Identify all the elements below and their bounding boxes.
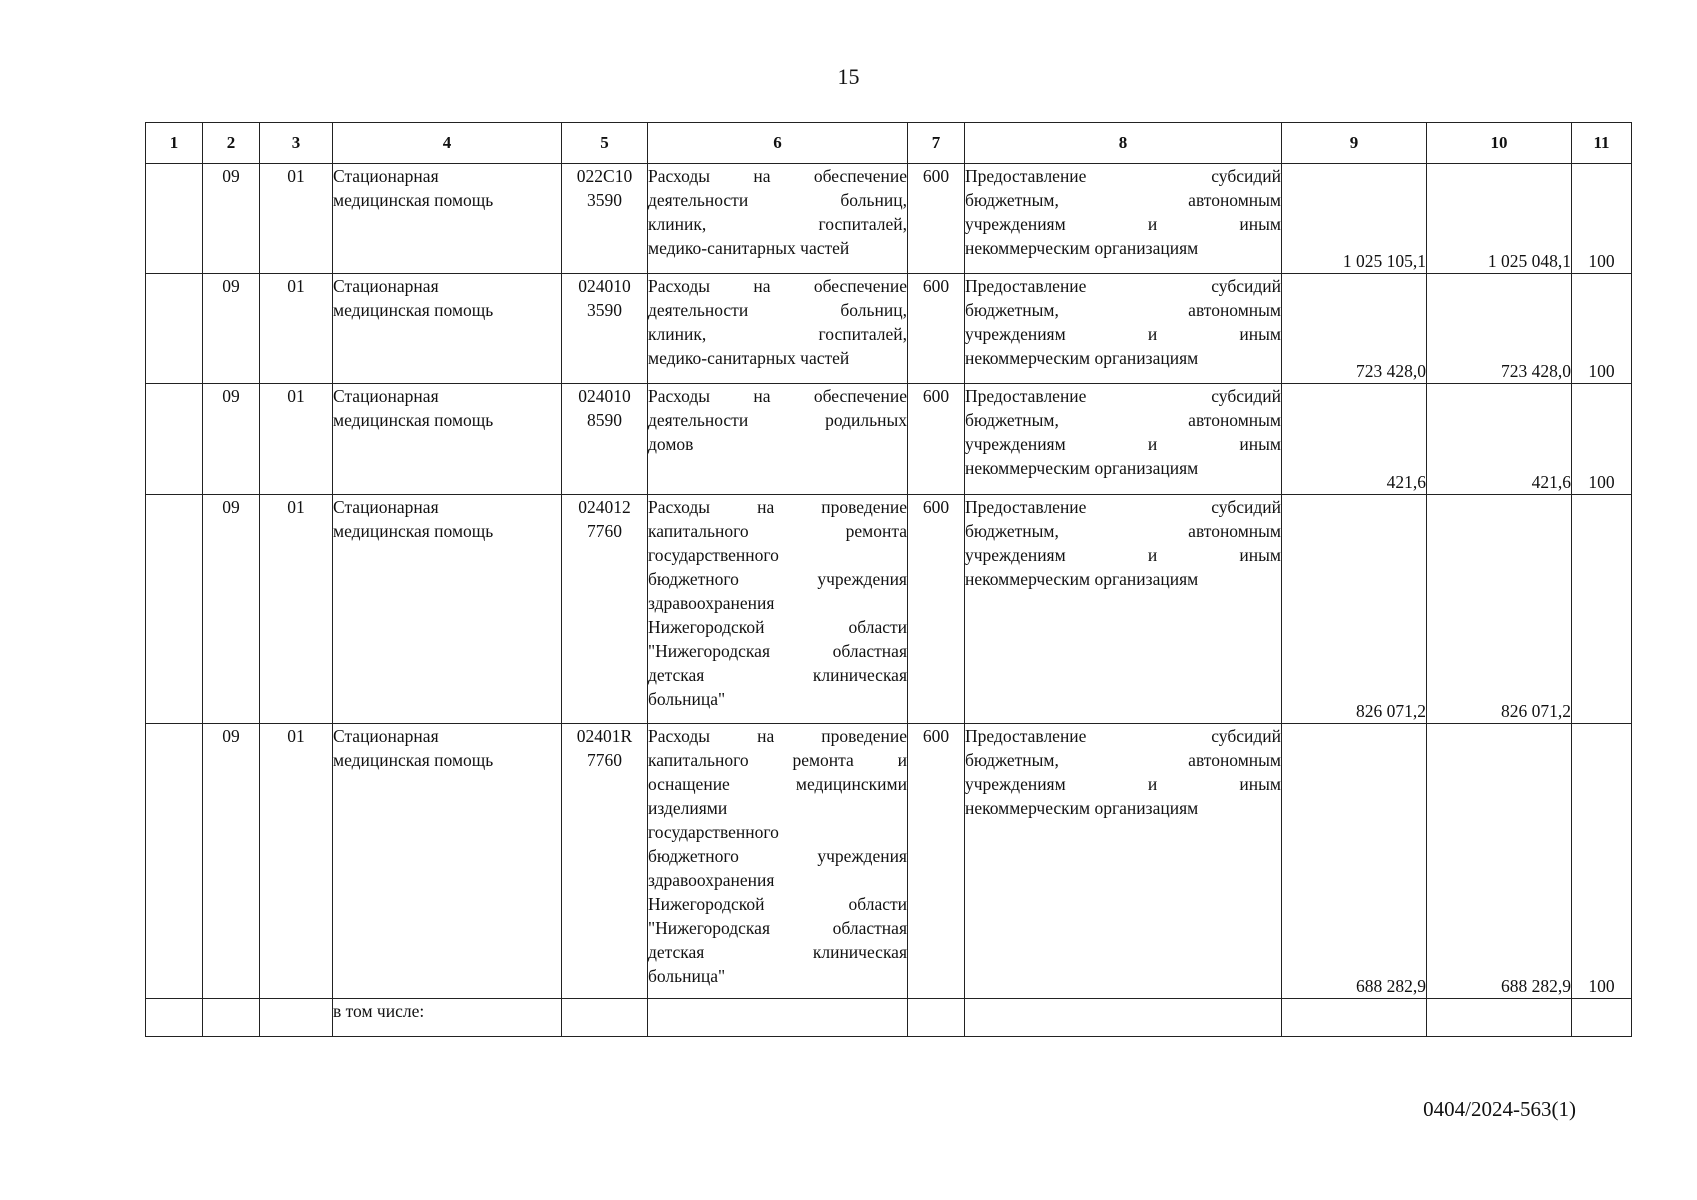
target-article-name [648, 274, 908, 384]
text-line: клиник, госпиталей, [648, 324, 907, 344]
cell-empty [203, 999, 260, 1037]
text-line: учреждениям и иным [965, 545, 1281, 565]
header-row [146, 123, 1632, 164]
text-line: больница" [648, 966, 726, 986]
expense-type-code: 600 [908, 274, 965, 384]
text-line: Нижегородской области [648, 617, 907, 637]
text-line: учреждениям и иным [965, 774, 1281, 794]
text-line: клиник, госпиталей, [648, 214, 907, 234]
subsection-code: 01 [260, 724, 333, 999]
expense-type-name [965, 164, 1282, 274]
expense-type-code: 600 [908, 495, 965, 724]
text-line: 8590 [587, 410, 622, 430]
text-line: больница" [648, 689, 726, 709]
text-line: Расходы на проведение [648, 726, 907, 746]
text-line: оснащение медицинскими [648, 774, 907, 794]
column-header: 2 [203, 123, 260, 164]
text-line: Предоставление субсидий [965, 497, 1281, 517]
text-line: 022С10 [576, 166, 633, 186]
expense-type-code: 600 [908, 164, 965, 274]
execution-percent: 100 [1572, 384, 1632, 495]
target-article-name [648, 724, 908, 999]
target-article-code [562, 164, 648, 274]
text-line: Предоставление субсидий [965, 726, 1281, 746]
section-code: 09 [203, 384, 260, 495]
document-registration-number: 0404/2024-563(1) [1423, 1097, 1576, 1121]
executed-amount: 421,6 [1427, 384, 1572, 495]
column-header: 5 [562, 123, 648, 164]
target-article-code [562, 724, 648, 999]
subsection-name [333, 274, 562, 384]
column-header: 3 [260, 123, 333, 164]
target-article-name [648, 164, 908, 274]
text-line: деятельности больниц, [648, 190, 907, 210]
cell-empty [1282, 999, 1427, 1037]
target-article-code [562, 495, 648, 724]
text-line: Расходы на обеспечение [648, 166, 907, 186]
text-line: "Нижегородская областная [648, 918, 907, 938]
expense-type-code: 600 [908, 384, 965, 495]
text-line: некоммерческим организациям [965, 348, 1199, 368]
target-article-code [562, 274, 648, 384]
cell-empty [648, 999, 908, 1037]
text-line: деятельности родильных [648, 410, 907, 430]
text-line: некоммерческим организациям [965, 569, 1199, 589]
section-code: 09 [203, 724, 260, 999]
text-line: Стационарная [333, 276, 439, 296]
cell-empty [146, 724, 203, 999]
column-header: 8 [965, 123, 1282, 164]
text-line: капитального ремонта [648, 521, 907, 541]
expense-type-name [965, 495, 1282, 724]
text-line: государственного [648, 822, 779, 842]
text-line: изделиями [648, 798, 728, 818]
cell-empty [146, 384, 203, 495]
text-line: государственного [648, 545, 779, 565]
text-line: некоммерческим организациям [965, 798, 1199, 818]
text-line: домов [648, 434, 694, 454]
text-line: Предоставление субсидий [965, 386, 1281, 406]
text-line: медико-санитарных частей [648, 348, 850, 368]
target-article-name [648, 384, 908, 495]
text-line: детская клиническая [648, 942, 907, 962]
including-label: в том числе: [333, 999, 562, 1037]
execution-percent: 100 [1572, 274, 1632, 384]
subsection-name [333, 384, 562, 495]
text-line: учреждениям и иным [965, 214, 1281, 234]
text-line: медицинская помощь [333, 750, 494, 770]
executed-amount: 688 282,9 [1427, 724, 1572, 999]
subsection-code: 01 [260, 164, 333, 274]
cell-empty [146, 164, 203, 274]
section-code: 09 [203, 164, 260, 274]
text-line: 024010 [578, 276, 631, 296]
text-line: бюджетного учреждения [648, 569, 907, 589]
text-line: 7760 [587, 750, 622, 770]
text-line: Стационарная [333, 726, 439, 746]
text-line: здравоохранения [648, 870, 775, 890]
text-line: капитального ремонта и [648, 750, 907, 770]
text-line: Стационарная [333, 497, 439, 517]
cell-empty [146, 495, 203, 724]
column-header: 10 [1427, 123, 1572, 164]
text-line: Расходы на проведение [648, 497, 907, 517]
text-line: бюджетным, автономным [965, 190, 1281, 210]
cell-empty [260, 999, 333, 1037]
executed-amount: 826 071,2 [1427, 495, 1572, 724]
text-line: медико-санитарных частей [648, 238, 850, 258]
cell-empty [562, 999, 648, 1037]
text-line: Расходы на обеспечение [648, 386, 907, 406]
expense-type-code: 600 [908, 724, 965, 999]
text-line: детская клиническая [648, 665, 907, 685]
text-line: Расходы на обеспечение [648, 276, 907, 296]
table-row-including [146, 999, 1632, 1037]
text-line: медицинская помощь [333, 410, 494, 430]
execution-percent: 100 [1572, 724, 1632, 999]
text-line: бюджетным, автономным [965, 750, 1281, 770]
text-line: 3590 [587, 300, 622, 320]
column-header: 7 [908, 123, 965, 164]
text-line: 02401R [576, 726, 633, 746]
text-line: Нижегородской области [648, 894, 907, 914]
budget-table [145, 122, 1632, 1037]
subsection-code: 01 [260, 274, 333, 384]
cell-empty [146, 274, 203, 384]
text-line: деятельности больниц, [648, 300, 907, 320]
page-number: 15 [837, 64, 860, 89]
cell-empty [1572, 999, 1632, 1037]
table-row [146, 495, 1632, 724]
text-line: некоммерческим организациям [965, 238, 1199, 258]
section-code: 09 [203, 274, 260, 384]
text-line: медицинская помощь [333, 521, 494, 541]
subsection-name [333, 724, 562, 999]
target-article-name [648, 495, 908, 724]
table-row [146, 164, 1632, 274]
target-article-code [562, 384, 648, 495]
text-line: Предоставление субсидий [965, 166, 1281, 186]
executed-amount: 1 025 048,1 [1427, 164, 1572, 274]
subsection-name [333, 495, 562, 724]
execution-percent [1572, 495, 1632, 724]
text-line: учреждениям и иным [965, 434, 1281, 454]
column-header: 1 [146, 123, 203, 164]
planned-amount: 688 282,9 [1282, 724, 1427, 999]
expense-type-name [965, 724, 1282, 999]
text-line: учреждениям и иным [965, 324, 1281, 344]
text-line: медицинская помощь [333, 190, 494, 210]
table-row [146, 724, 1632, 999]
text-line: бюджетным, автономным [965, 300, 1281, 320]
text-line: некоммерческим организациям [965, 458, 1199, 478]
text-line: 024010 [578, 386, 631, 406]
text-line: бюджетным, автономным [965, 410, 1281, 430]
execution-percent: 100 [1572, 164, 1632, 274]
cell-empty [1427, 999, 1572, 1037]
section-code: 09 [203, 495, 260, 724]
expense-type-name [965, 274, 1282, 384]
text-line: бюджетного учреждения [648, 846, 907, 866]
table-row [146, 384, 1632, 495]
text-line: 3590 [587, 190, 622, 210]
text-line: Стационарная [333, 386, 439, 406]
subsection-code: 01 [260, 495, 333, 724]
text-line: бюджетным, автономным [965, 521, 1281, 541]
column-header: 4 [333, 123, 562, 164]
column-header: 9 [1282, 123, 1427, 164]
text-line: Предоставление субсидий [965, 276, 1281, 296]
text-line: здравоохранения [648, 593, 775, 613]
expense-type-name [965, 384, 1282, 495]
column-header: 6 [648, 123, 908, 164]
planned-amount: 421,6 [1282, 384, 1427, 495]
executed-amount: 723 428,0 [1427, 274, 1572, 384]
column-header: 11 [1572, 123, 1632, 164]
planned-amount: 826 071,2 [1282, 495, 1427, 724]
subsection-code: 01 [260, 384, 333, 495]
table-row [146, 274, 1632, 384]
text-line: Стационарная [333, 166, 439, 186]
subsection-name [333, 164, 562, 274]
text-line: "Нижегородская областная [648, 641, 907, 661]
cell-empty [146, 999, 203, 1037]
planned-amount: 1 025 105,1 [1282, 164, 1427, 274]
text-line: медицинская помощь [333, 300, 494, 320]
text-line: 024012 [578, 497, 631, 517]
text-line: 7760 [587, 521, 622, 541]
planned-amount: 723 428,0 [1282, 274, 1427, 384]
cell-empty [965, 999, 1282, 1037]
cell-empty [908, 999, 965, 1037]
